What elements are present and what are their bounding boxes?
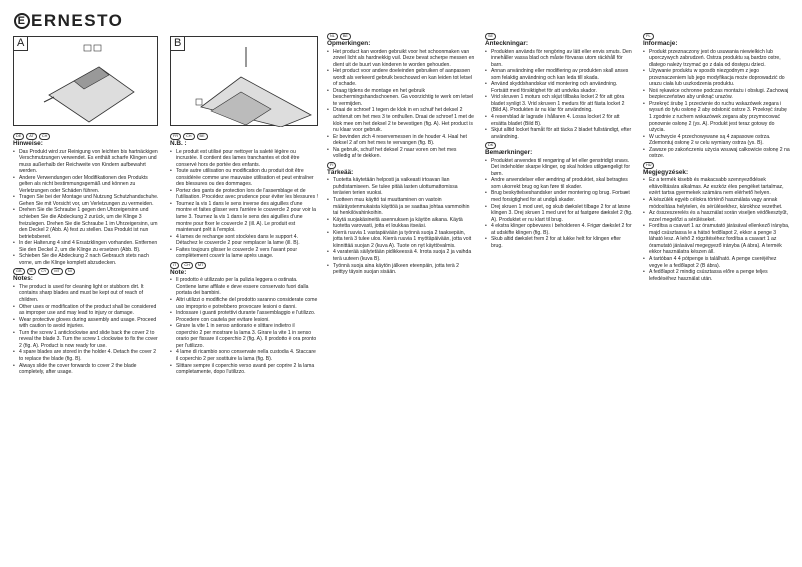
list-item: • Tuotetta käytetään helposti ja vaikeasti irtoavan lian puhdistamiseen. Se tulee pitää lasten ulottumattomissa terävien terien vuoksi. [327, 177, 475, 197]
column-fr-it [170, 131, 318, 376]
flags-dk: DK [485, 142, 633, 149]
notes-list [643, 49, 791, 160]
flags-fr: FR CH BE [170, 133, 318, 140]
notes-list [13, 149, 160, 267]
list-item: • Vrid skruven 1 moturs och skjut tillbaka locket 2 för att göra bladet synligt 3. Vrid skruven 1 medurs för att fästa locket 2 (Bild A). Produkten är nu klar för användning. [485, 94, 633, 114]
column-nl-fi [327, 31, 475, 276]
list-item: • Das Produkt wird zur Reinigung von leichten bis hartnäckigen Verschmutzungen verwendet. Es enthält scharfe Klingen und muss außerhalb der Reichweite von Kindern aufbewahrt werden. [13, 149, 160, 175]
list-item: • Drehen Sie die Schraube 1 gegen den Uhrzeigersinn und schieben Sie die Abdeckung 2 zurück, um die Klinge 3 freizulegen. Drehen Sie die Schraube 1 im Uhrzeigersinn, um den Deckel 2 (Abb. A) fest zu stellen. Das Produkt ist nun betriebsbereit. [13, 207, 160, 240]
figure-b [170, 36, 318, 126]
brand-logo: E ERNESTO [14, 11, 123, 31]
notes-list [327, 49, 475, 160]
list-item: • Girare la vite 1 in senso antiorario e slittare indietro il coperchio 2 per mostrare la lama 3. Girare la vite 1 in senso orario per fissare il coperchio 2 (fig. A). Il prodotto è ora pronto per l'utilizzo. [170, 323, 318, 349]
list-item: • Ez a termék kisebb és makacsabb szennyeződések eltávolítására alkalmas. Az eszköz éles pengéket tartalmaz, ezért tartsa gyermekek számára nem elérhető helyen. [643, 177, 791, 197]
figure-a-label: A [14, 37, 28, 51]
list-item: • Altri utilizzi o modifiche del prodotto saranno considerate come uso improprio e potrebbero provocare lesioni o danni. [170, 297, 318, 310]
section-title: N.B. : [170, 140, 187, 147]
list-item: • Tournez la vis 1 dans le sens inverse des aiguilles d'une montre et faites glisser vers l'arrière le couvercle 2 pour voir la lame 3. Tournez la vis 1 dans le sens des aiguilles d'une montre pour fixer le couvercle 2 (ill. A). Le produit est maintenant prêt à l'emploi. [170, 201, 318, 234]
section-title: Notes: [13, 275, 33, 283]
column-pl-hu [643, 31, 791, 282]
flags-hu: HU [643, 162, 791, 169]
list-item: • Toute autre utilisation ou modification du produit doit être considérée comme une mauvaise utilisation et peut entraîner des blessures ou des dommages. [170, 168, 318, 188]
list-item: • Always slide the cover forwards to cover 2 the blade completely, after usage. [13, 363, 160, 376]
list-item: • Other uses or modification of the product shall be considered as improper use and may lead to injury or damage. [13, 304, 160, 317]
figure-a [13, 36, 158, 126]
list-item: • Zawsze po zakończeniu użycia wsuwaj całkowicie osłonę 2 na ostrze. [643, 147, 791, 160]
flags-gb: GB IE CY MT NI [13, 268, 160, 275]
list-item: • Använd skyddshandskar vid montering och användning. Fortsätt med försiktighet för att undvika skador. [485, 81, 633, 94]
list-item: • Produkten används för rengöring av lätt eller envis smuts. Den innehåller vassa blad och måste förvaras utom räckhåll för barn. [485, 49, 633, 69]
list-item: • 4 varaterää säilytetään pidikkeessä 4. Irrota suoja 2 ja vaihda terä uuteen (kuva B). [327, 249, 475, 262]
notes-list [485, 158, 633, 250]
list-item: • Draai de schroef 1 tegen de klok in en schuif het deksel 2 achteruit om het mes 3 te onthullen. Draai de schroef 1 met de klok mee om het deksel 2 te bevestigen (fig. A). Het product is nu klaar voor gebruik. [327, 107, 475, 133]
list-item: • Faites toujours glisser le couvercle 2 vers l'avant pour complètement couvrir la lame après usage. [170, 247, 318, 260]
notes-list [327, 177, 475, 275]
notes-list [13, 284, 160, 376]
list-item: • Az összeszerelés és a használat során viseljen védőkesztyűt, ezzel megelőzi a sérüléseket. [643, 210, 791, 223]
section-title: Informacje: [643, 40, 678, 47]
figure-b-drawing [171, 37, 319, 127]
list-item: • The product is used for cleaning light or stubborn dirt. It contains sharp blades and must be kept out of reach of children. [13, 284, 160, 304]
section-title: Opmerkingen: [327, 40, 371, 47]
list-item: • Skub altid dækslet frem 2 for at lukke helt for klingen efter brug. [485, 236, 633, 249]
figure-b-label: B [171, 37, 185, 51]
list-item: • A fedőlapot 2 mindig csúsztassa előre a penge teljes lefedéséhez használat után. [643, 269, 791, 282]
list-item: • Työnnä suoja aina käytön jälkeen eteenpäin, jotta terä 2 peittyy täysin suojan sisään. [327, 263, 475, 276]
list-item: • Przekręć śrubę 1 przeciwnie do ruchu wskazówek zegara i wysuń do tyłu osłonę 2 aby odsłonić ostrze 3. Przekręć śrubę 1 zgodnie z ruchem wskazówek zegara aby przymocować ponownie osłonę 2 (ys. A). Produkt jest teraz gotowy do użycia. [643, 101, 791, 134]
list-item: • Er bevinden zich 4 reservemessen in de houder 4. Haal het deksel 2 af om het mes te vervangen (fig. B). [327, 134, 475, 147]
notes-list [170, 277, 318, 375]
column-de-gb [13, 131, 160, 376]
list-item: • Skjut alltid locket framåt för att täcka 2 bladet fullständigt, efter användning. [485, 127, 633, 140]
list-item: • In der Halterung 4 sind 4 Ersatzklingen vorhanden. Entfernen Sie den Deckel 2, um die Klinge zu ersetzen (Abb. B). [13, 240, 160, 253]
flags-pl: PL [643, 33, 791, 40]
list-item: • Tragen Sie bei der Montage und Nutzung Schutzhandschuhe. Gehen Sie mit Vorsicht vor, um Verletzungen zu vermeiden. [13, 194, 160, 207]
list-item: • Fordítsa a csavart 1 az óramutató járásával ellenkező irányba, majd csúsztassa le a hátsó fedőlapot 2, ekkor a penge 3 láható lesz. A lehő 2 rögzítéséhez fordítsa a csavart 1 az óramutató járásával megegyező irányba (A ábra). A termék ekkor használatra készen áll. [643, 223, 791, 256]
list-item: • Produktet anvendes til rengøring af let eller genstridigt snavs. Det indeholder skarpe klinger, og skal holdes utilgængeligt for børn. [485, 158, 633, 178]
list-item: • Käytä suojakäsineitä asennuksen ja käytön aikana. Käytä tuotetta varovasti, jotta et loukkaa itseäsi. [327, 217, 475, 230]
list-item: • Il prodotto è utilizzato per la pulizia leggera o ostinata. Contiene lame affilate e deve essere conservato fuori dalla portata dei bambini. [170, 277, 318, 297]
flags-fi: FI [327, 162, 475, 169]
list-item: • Wear protective gloves during assembly and usage. Proceed with caution to avoid injuries. [13, 317, 160, 330]
notes-list [643, 177, 791, 282]
list-item: • Brug beskyttelseshandsker under montering og brug. Fortsæt med forsigtighed for at undgå skader. [485, 190, 633, 203]
list-item: • 4 lames de rechange sont stockées dans le support 4. Détachez le couvercle 2 pour remplacer la lame (ill. B). [170, 234, 318, 247]
notes-list [485, 49, 633, 141]
list-item: • Andere Verwendungen oder Modifikationen des Produkts gelten als nicht bestimmungsgemäß und können zu Verletzungen oder Schäden führen. [13, 175, 160, 195]
section-title: Note: [170, 268, 187, 276]
list-item: • 4 reservblad är lagrade i hållaren 4. Lossa locket 2 för att ersätta bladet (Bild B). [485, 114, 633, 127]
flags-de: DE AT CH [13, 133, 160, 140]
figure-a-drawing [14, 37, 159, 127]
list-item: • Andre anvendelser eller ændring af produktet, skal betragtes som ukorrekt brug og kan føre til skader. [485, 177, 633, 190]
list-item: • W uchwycie 4 przechowywane są 4 zapasowe ostrza. Zdemontuj osłonę 2 w celu wymiany ostrza (ys. B). [643, 134, 791, 147]
column-se-dk [485, 31, 633, 249]
notes-list [170, 149, 318, 260]
list-item: • Het product kan worden gebruikt voor het schoonmaken van zowel licht als hardnekkig vuil. Deze bevat scherpe messen en dient uit de buurt van kinderen te worden gehouden. [327, 49, 475, 69]
list-item: • Schieben Sie die Abdeckung 2 nach Gebrauch stets nach vorne, um die Klinge komplett abzudecken. [13, 253, 160, 266]
list-item: • 4 ekstra klinger opbevares i beholderen 4. Frigør dækslet 2 for at udskifte klingen (fig. B). [485, 223, 633, 236]
list-item: • 4 lame di ricambio sono conservate nella custodia 4. Staccare il coperchio 2 per sostituire la lama (fig. B). [170, 349, 318, 362]
flags-it: IT CH MT [170, 262, 318, 269]
logo-e-icon: E [14, 13, 30, 29]
list-item: • Kierrä ruuvia 1 vastapäivään ja työnnä suoja 2 taaksepäin, jotta terä 3 tulee ulos. Kierrä ruuvia 1 myötäpäivään, jotta voit kiinnittää suojan 2 (kuva A). Tuote on nyt käyttövalmis. [327, 230, 475, 250]
list-item: • 4 spare blades are stored in the holder 4. Detach the cover 2 to replace the blade (fig. B). [13, 349, 160, 362]
list-item: • Noś rękawice ochronne podczas montażu i obsługi. Zachowaj bezpieczeństwo aby uniknąć urazów. [643, 88, 791, 101]
list-item: • Het product voor andere doeleinden gebruiken of aanpassen wordt als verkeerd gebruik beschouwd en kan leiden tot letsel of schade. [327, 68, 475, 88]
list-item: • Draag tijdens de montage en het gebruik beschermingshandschoenen. Ga voorzichtig te werk om letsel te vermijden. [327, 88, 475, 108]
list-item: • Używanie produktu w sposób niezgodnym z jego przeznaczeniem lub jego modyfikacja może doprowadzić do urazu ciała lub uszkodzenia produktu. [643, 68, 791, 88]
list-item: • Na gebruik, schuif het deksel 2 naar voren om het mes volledig af te dekken. [327, 147, 475, 160]
list-item: • A készülék egyéb célokra történő használata vagy annak módosítása helytelen, és sérülésekhez, károkhoz vezethet. [643, 197, 791, 210]
section-title: Hinweise: [13, 140, 43, 147]
section-title: Bemærkninger: [485, 149, 533, 157]
section-title: Anteckningar: [485, 40, 528, 47]
list-item: • Turn the screw 1 anticlockwise and slide back the cover 2 to reveal the blade 3. Turn the screw 1 clockwise to fix the cover 2 (fig. A). Product is now ready for use. [13, 330, 160, 350]
list-item: • Le produit est utilisé pour nettoyer la saleté légère ou incrustée. Il contient des lames tranchantes et doit être conservé hors de portée des enfants. [170, 149, 318, 169]
section-title: Tärkeää: [327, 168, 354, 176]
list-item: • Drej skruen 1 mod uret, og skub dækslet tilbage 2 for at løsne klingen 3. Drej skruen 1 med uret for at fastgøre dækslet 2 (fig. A). Produktet er nu klart til brug. [485, 204, 633, 224]
list-item: • Indossare i guanti protettivi durante l'assemblaggio e l'utilizzo. Procedere con cautela per evitare lesioni. [170, 310, 318, 323]
flags-se: SE [485, 33, 633, 40]
flags-nl: NL BE [327, 33, 475, 40]
list-item: • Portez des gants de protection lors de l'assemblage et de l'utilisation. Procédez avec prudence pour éviter les blessures ! [170, 188, 318, 201]
list-item: • Slittare sempre il coperchio verso avanti per coprire 2 la lama completamente, dopo l'utilizzo. [170, 363, 318, 376]
section-title: Megjegyzések: [643, 168, 689, 176]
list-item: • Tuotteen muu käyttö tai muuttaminen on vastoin määräystenmukaista käyttöä ja se saattaa johtaa vammoihin tai henkilövahinkoihin. [327, 197, 475, 217]
list-item: • Produkt przeznaczony jest do usuwania niewielkich lub uporczywych zabrudzeń. Ostrza produktu są bardzo ostre, dlatego należy trzymać go z dala od dostępu dzieci. [643, 49, 791, 69]
list-item: • Annan användning eller modifiering av produkten skall anses som felaktig användning och kan leda till skada. [485, 68, 633, 81]
list-item: • A tartóban 4 4 pótpenge is található. A penge cseréjéhez vegye le a fedőlapot 2 (B ábra). [643, 256, 791, 269]
